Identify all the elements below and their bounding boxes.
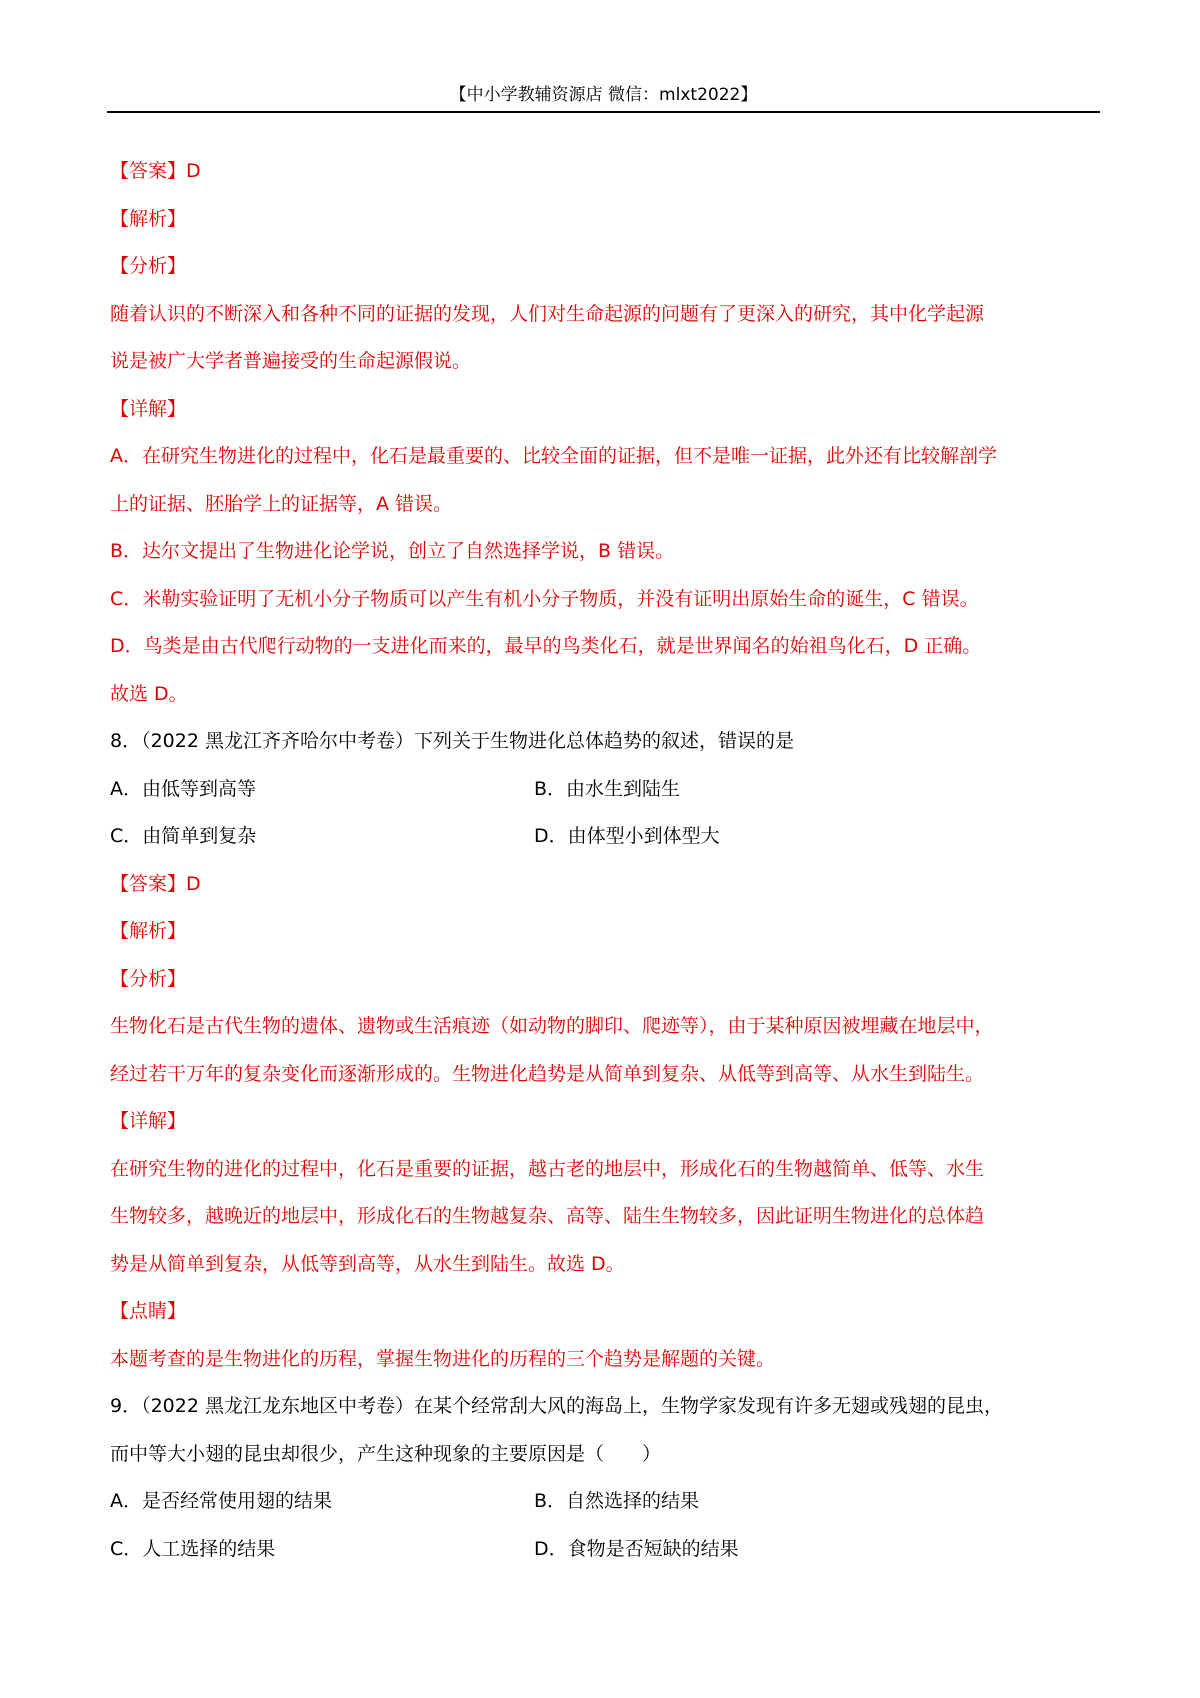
q7-fenxi-label: 【分析】 — [110, 255, 187, 277]
q8-option-d: D．由体型小到体型大 — [534, 825, 720, 847]
q8-dianjing-line: 本题考查的是生物进化的历程，掌握生物进化的历程的三个趋势是解题的关键。 — [110, 1347, 776, 1370]
q9-stem-line: 而中等大小翅的昆虫却很少，产生这种现象的主要原因是（ ） — [110, 1442, 662, 1465]
answer-value: D — [186, 872, 201, 895]
q7-fenxi-line: 随着认识的不断深入和各种不同的证据的发现，人们对生命起源的问题有了更深入的研究，其中化学起源 — [110, 302, 985, 325]
q8-fenxi-line: 生物化石是古代生物的遗体、遗物或生活痕迹（如动物的脚印、爬迹等），由于某种原因被埋藏在地层中， — [110, 1015, 994, 1037]
q8-stem: 8．（2022 黑龙江齐齐哈尔中考卷）下列关于生物进化总体趋势的叙述，错误的是 — [110, 730, 794, 752]
page-header: 【中小学教辅资源店 微信：mlxt2022】 — [449, 85, 758, 105]
q8-xiangjie-line: 势是从简单到复杂，从低等到高等，从水生到陆生。故选 D。 — [110, 1252, 625, 1275]
q8-option-b: B．由水生到陆生 — [534, 777, 681, 800]
q7-xiangjie-line: B．达尔文提出了生物进化论学说，创立了自然选择学说，B 错误。 — [110, 540, 675, 562]
q8-xiangjie-label: 【详解】 — [110, 1110, 187, 1132]
q8-options-row-1 — [110, 771, 1100, 819]
q8-xiangjie-line: 在研究生物的进化的过程中，化石是重要的证据，越古老的地层中，形成化石的生物越简单、低等、水生 — [110, 1157, 985, 1180]
q7-xiangjie-line: C．米勒实验证明了无机小分子物质可以产生有机小分子物质，并没有证明出原始生命的诞生，C 错误。 — [110, 587, 979, 610]
q9-options-row-2 — [110, 1531, 1100, 1579]
answer-label: 【答案】 — [110, 872, 187, 895]
q8-option-a: A．由低等到高等 — [110, 777, 256, 800]
q7-fenxi-line: 说是被广大学者普遍接受的生命起源假说。 — [110, 350, 472, 372]
document-body — [110, 153, 1100, 1578]
q9-stem-line: 9．（2022 黑龙江龙东地区中考卷）在某个经常刮大风的海岛上，生物学家发现有许多无翅或残翅的昆虫， — [110, 1395, 1003, 1417]
q8-jiexi-label: 【解析】 — [110, 920, 187, 942]
answer-value: D — [186, 160, 201, 182]
q9-options-row-1 — [110, 1483, 1100, 1531]
q8-answer-line — [110, 866, 1100, 914]
q7-jiexi-label: 【解析】 — [110, 207, 187, 230]
q8-options-row-2 — [110, 818, 1100, 866]
q7-xiangjie-line: D．鸟类是由古代爬行动物的一支进化而来的，最早的鸟类化石，就是世界闻名的始祖鸟化石，D 正确。 — [110, 635, 982, 657]
q7-xiangjie-line: A．在研究生物进化的过程中，化石是最重要的、比较全面的证据，但不是唯一证据，此外还有比较解剖学 — [110, 445, 998, 467]
q9-option-a: A．是否经常使用翅的结果 — [110, 1490, 332, 1512]
q8-option-c: C．由简单到复杂 — [110, 825, 257, 847]
q9-option-c: C．人工选择的结果 — [110, 1537, 276, 1560]
q7-xiangjie-line: 上的证据、胚胎学上的证据等，A 错误。 — [110, 492, 453, 515]
q8-fenxi-line: 经过若干万年的复杂变化而逐渐形成的。生物进化趋势是从简单到复杂、从低等到高等、从水生到陆生。 — [110, 1062, 985, 1085]
q9-option-d: D．食物是否短缺的结果 — [534, 1537, 739, 1560]
q7-xiangjie-line: 故选 D。 — [110, 682, 188, 705]
header-rule — [107, 111, 1100, 113]
q8-xiangjie-line: 生物较多，越晚近的地层中，形成化石的生物越复杂、高等、陆生生物较多，因此证明生物进化的总体趋 — [110, 1205, 985, 1227]
answer-label: 【答案】 — [110, 160, 187, 182]
q7-xiangjie-label: 【详解】 — [110, 397, 187, 420]
q9-option-b: B．自然选择的结果 — [534, 1490, 700, 1512]
q8-fenxi-label: 【分析】 — [110, 967, 187, 990]
q7-answer-line — [110, 153, 1100, 201]
q8-dianjing-label: 【点睛】 — [110, 1300, 187, 1322]
